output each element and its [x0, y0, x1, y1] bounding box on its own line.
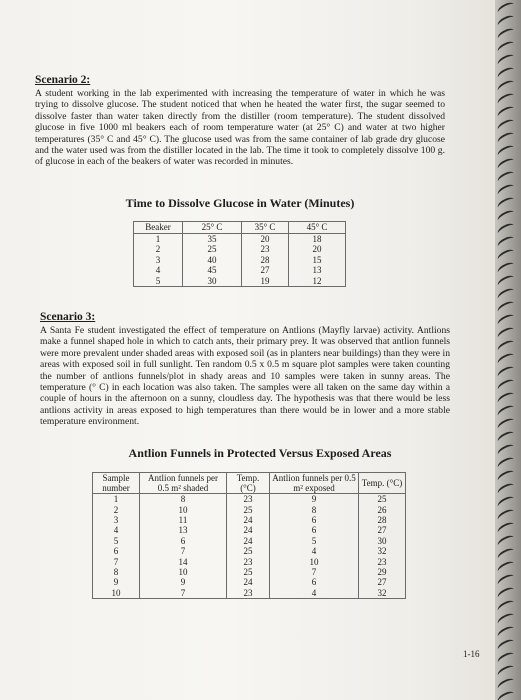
table-cell: 27: [359, 525, 406, 535]
column-header: 25° C: [183, 222, 242, 234]
table-cell: 23: [227, 588, 270, 599]
table-cell: 19: [242, 276, 289, 287]
table-cell: 20: [242, 233, 289, 244]
table-cell: 6: [140, 536, 227, 546]
table-cell: 12: [289, 276, 346, 287]
table-cell: 25: [227, 567, 270, 577]
table-cell: 25: [227, 546, 270, 556]
table-cell: 7: [140, 546, 227, 556]
table-cell: 27: [359, 577, 406, 587]
spiral-binding: [495, 0, 521, 700]
table-cell: 1: [93, 494, 140, 505]
scenario-2-heading: Scenario 2:: [35, 74, 91, 86]
table-row: [93, 567, 406, 577]
column-header: Temp. (°C): [359, 473, 406, 494]
table-cell: 23: [242, 244, 289, 255]
glucose-table: [133, 221, 346, 287]
table-cell: 35: [183, 233, 242, 244]
table-cell: 28: [242, 255, 289, 266]
table-row: [93, 546, 406, 556]
scenario-2-paragraph: A student working in the lab experimented with increasing the temperature of water in which he was trying to dissolve glucose. The student noticed that when he heated the water first, the sugar seemed to dissolve faster than water taken directly from the distiller (room temperature). The student dissolved glucose in five 1000 ml beakers each of room temperature water (at 25° C) and water at two higher temperatures (35° C and 45° C). The glucose used was from the same container of lab grade dry glucose and the water used was from the distiller located in the lab. The time it took to completely dissolve 100 g. of glucose in each of the beakers of water was recorded in minutes.: [35, 88, 445, 168]
table-cell: 18: [289, 233, 346, 244]
antlion-table: [92, 472, 406, 599]
table-cell: 8: [93, 567, 140, 577]
antlion-table-title: Antlion Funnels in Protected Versus Exposed Areas: [128, 446, 392, 460]
table-cell: 7: [93, 556, 140, 566]
table-cell: 2: [134, 244, 183, 255]
table-cell: 10: [140, 504, 227, 514]
table-row: [93, 536, 406, 546]
table-cell: 9: [93, 577, 140, 587]
scenario-3-heading: Scenario 3:: [40, 311, 96, 323]
table-row: [134, 265, 346, 276]
table-cell: 24: [227, 536, 270, 546]
table-cell: 10: [270, 556, 359, 566]
table-cell: 2: [93, 504, 140, 514]
table-cell: 29: [359, 567, 406, 577]
column-header: Beaker: [134, 222, 183, 234]
table-cell: 24: [227, 515, 270, 525]
table-cell: 30: [359, 536, 406, 546]
table-cell: 7: [140, 588, 227, 599]
table-cell: 26: [359, 504, 406, 514]
table-cell: 4: [270, 588, 359, 599]
column-header: Temp. (°C): [227, 473, 270, 494]
column-header: Sample number: [93, 473, 140, 494]
table-row: [93, 577, 406, 587]
table-cell: 9: [270, 494, 359, 505]
scenario-3-paragraph: A Santa Fe student investigated the effect of temperature on Antlions (Mayfly larvae) activity. Antlions make a funnel shaped hole in which to catch ants, their primary prey. It was observed that antlion funnels were more prevalent under shaded areas with exposed soil (as in planters near buildings) than they were in areas with exposed soil in full sunlight. Ten random 0.5 x 0.5 m square plot samples were taken counting the number of antlions funnels/plot in shady areas and 10 samples were taken in sunny areas. The temperature (° C) in each location was also taken. The samples were all taken on the same day within a couple of hours in the afternoon on a sunny, cloudless day. The hypothesis was that there would be less antlions activity in areas exposed to high temperatures than there would be in lower and a more stable temperature environment.: [40, 325, 450, 428]
table-row: [134, 244, 346, 255]
table-cell: 13: [289, 265, 346, 276]
table-cell: 9: [140, 577, 227, 587]
table-row: [93, 515, 406, 525]
table-cell: 23: [227, 556, 270, 566]
table-cell: 28: [359, 515, 406, 525]
table-cell: 7: [270, 567, 359, 577]
column-header: 45° C: [289, 222, 346, 234]
table-row: [93, 494, 406, 505]
table-row: [134, 276, 346, 287]
table-cell: 5: [93, 536, 140, 546]
table-cell: 4: [93, 525, 140, 535]
table-cell: 13: [140, 525, 227, 535]
table-cell: 20: [289, 244, 346, 255]
table-cell: 5: [270, 536, 359, 546]
table-cell: 32: [359, 546, 406, 556]
table-cell: 10: [140, 567, 227, 577]
table-cell: 6: [270, 525, 359, 535]
table-cell: 10: [93, 588, 140, 599]
table-cell: 23: [227, 494, 270, 505]
table-header-row: [93, 473, 406, 494]
table-cell: 8: [270, 504, 359, 514]
table-cell: 3: [93, 515, 140, 525]
table-row: [93, 525, 406, 535]
page-number: 1-16: [463, 649, 480, 659]
table-cell: 4: [134, 265, 183, 276]
table-cell: 6: [270, 515, 359, 525]
table-cell: 4: [270, 546, 359, 556]
table-header-row: [134, 222, 346, 234]
table-cell: 25: [183, 244, 242, 255]
table-cell: 15: [289, 255, 346, 266]
table-cell: 3: [134, 255, 183, 266]
table-cell: 24: [227, 525, 270, 535]
table-cell: 8: [140, 494, 227, 505]
binding-coil: [496, 0, 516, 16]
table-cell: 45: [183, 265, 242, 276]
table-cell: 25: [359, 494, 406, 505]
table-row: [134, 255, 346, 266]
table-cell: 5: [134, 276, 183, 287]
table-cell: 11: [140, 515, 227, 525]
column-header: Antlion funnels per 0.5 m² exposed: [270, 473, 359, 494]
table-cell: 40: [183, 255, 242, 266]
table-row: [93, 556, 406, 566]
table-row: [93, 504, 406, 514]
table-cell: 1: [134, 233, 183, 244]
table-row: [134, 233, 346, 244]
table-cell: 25: [227, 504, 270, 514]
table-cell: 6: [93, 546, 140, 556]
table-cell: 32: [359, 588, 406, 599]
glucose-table-title: Time to Dissolve Glucose in Water (Minutes): [125, 196, 355, 210]
table-cell: 23: [359, 556, 406, 566]
table-cell: 24: [227, 577, 270, 587]
table-cell: 14: [140, 556, 227, 566]
table-cell: 6: [270, 577, 359, 587]
table-cell: 27: [242, 265, 289, 276]
column-header: Antlion funnels per 0.5 m² shaded: [140, 473, 227, 494]
table-row: [93, 588, 406, 599]
column-header: 35° C: [242, 222, 289, 234]
table-cell: 30: [183, 276, 242, 287]
